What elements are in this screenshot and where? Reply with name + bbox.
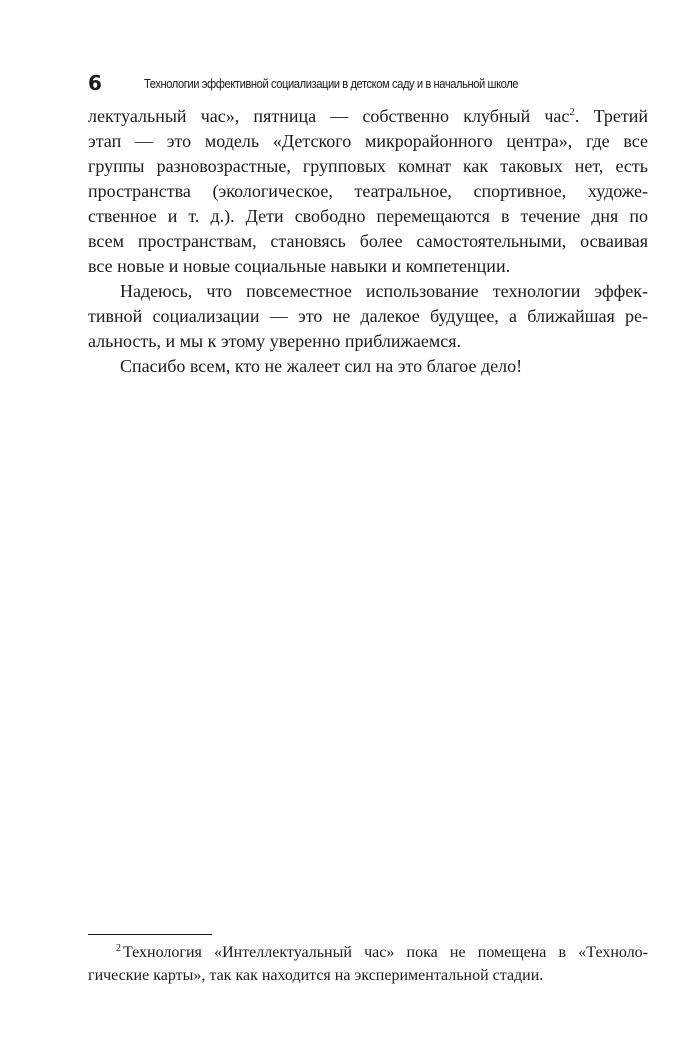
footnote-line: гические карты», так как находится на экспериментальной стадии. [88,967,544,984]
paragraph-1 [88,104,648,279]
text-line: все новые и новые социальные навыки и компетенции. [88,256,511,276]
text-line: этап — это модель «Детского микрорайонного центра», где все [88,131,648,151]
text-line: пространства (экологическое, театральное, спортивное, художе- [88,181,648,201]
running-title: Технологии эффективной социализации в детском саду и в начальной школе [144,76,519,91]
page-header [88,72,648,96]
paragraph-3 [88,354,648,379]
text-line: группы разновозрастные, групповых комнат как таковых нет, есть [88,156,648,176]
text-line: лектуальный час», пятница — собственно клубный час$^2$. Третий [88,106,648,126]
text-line: всем пространствам, становясь более самостоятельными, осваивая [88,231,648,251]
footnote-marker: 2 [116,942,121,954]
footnote [88,941,648,987]
main-text [88,104,648,379]
text-line: тивной социализации — это не далекое будущее, а ближайшая ре- [88,306,648,326]
text-line: альность, и мы к этому уверенно приближаемся. [88,331,462,351]
text-line: Спасибо всем, кто не жалеет сил на это благое дело! [120,356,523,376]
text-line: Надеюсь, что повсеместное использование технологии эффек- [120,281,648,301]
text-line: ственное и т. д.). Дети свободно перемещаются в течение дня по [88,206,648,226]
footnote-divider [88,934,212,935]
footnote-line: $^2$ Технология «Интеллектуальный час» пока не помещена в «Техноло- [116,942,648,961]
paragraph-2 [88,279,648,354]
footnote-reference: 2 [569,106,575,118]
page-number: 6 [88,71,102,95]
